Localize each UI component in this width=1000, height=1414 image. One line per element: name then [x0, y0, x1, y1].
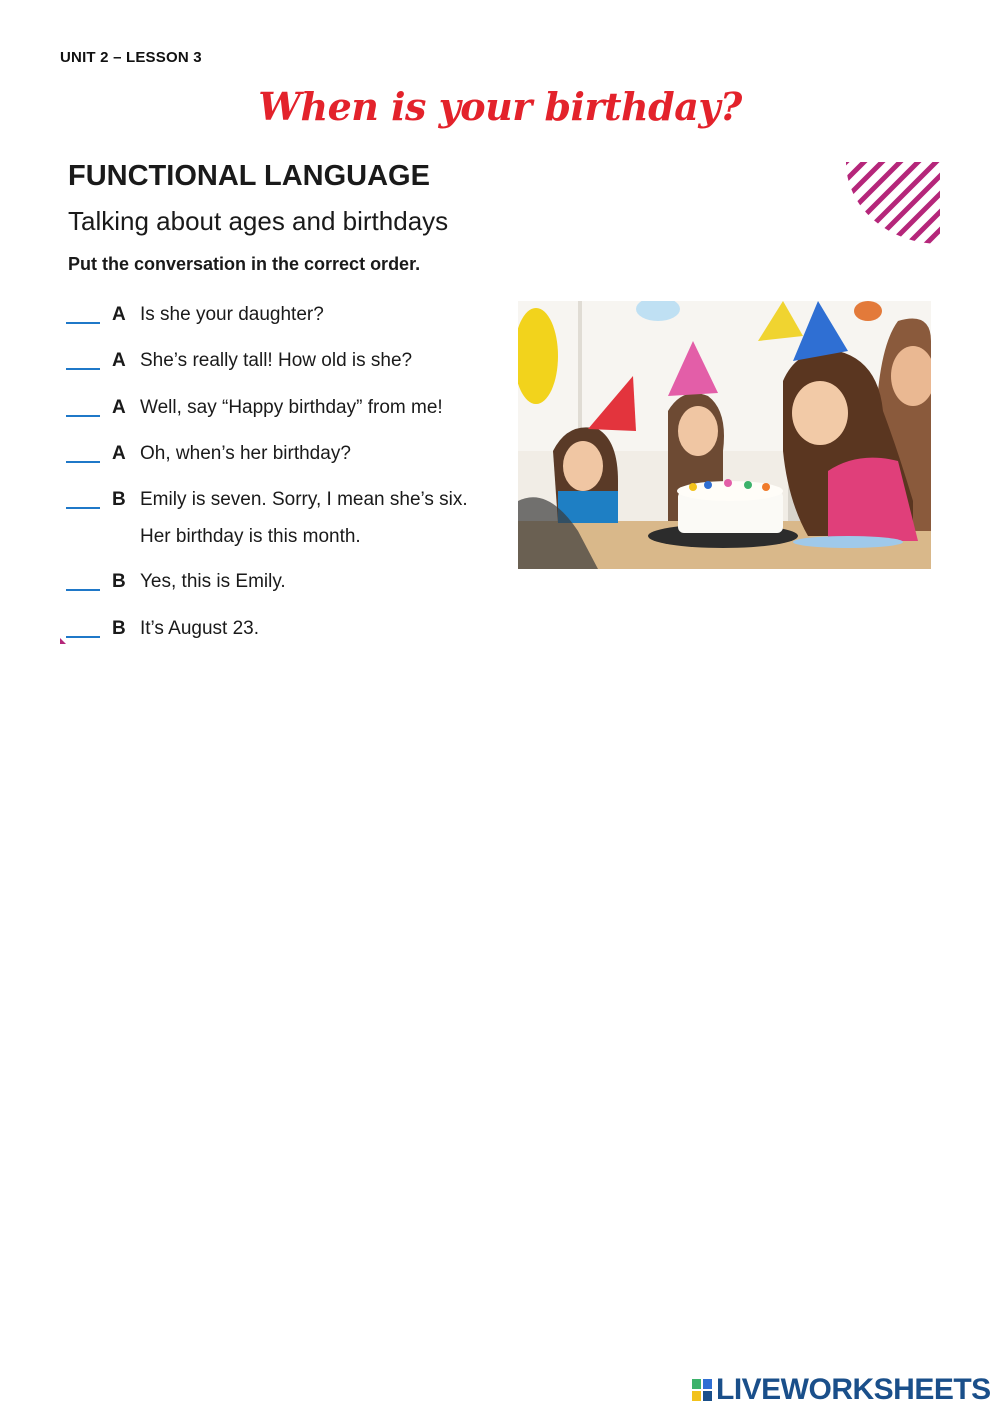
conversation-line — [66, 342, 412, 379]
line-text: Well, say “Happy birthday” from me! — [140, 397, 443, 418]
logo-text: LIVEWORKSHEETS — [716, 1373, 991, 1406]
section-subheading: Talking about ages and birthdays — [68, 206, 449, 236]
unit-lesson-label: UNIT 2 – LESSON 3 — [60, 49, 202, 66]
line-text-continued: Her birthday is this month. — [140, 526, 361, 547]
birthday-party-photo — [518, 301, 931, 569]
line-text: Is she your daughter? — [140, 304, 324, 325]
answer-blank[interactable] — [66, 401, 100, 417]
liveworksheets-logo[interactable] — [692, 1373, 991, 1407]
speaker-label: B — [112, 571, 126, 592]
decorative-stripes — [846, 162, 940, 244]
answer-blank[interactable] — [66, 354, 100, 370]
line-text: It’s August 23. — [140, 618, 260, 639]
conversation-line — [66, 296, 324, 333]
liveworksheets-logo-icon — [692, 1379, 712, 1401]
conversation-line — [66, 481, 468, 518]
speaker-label: A — [112, 397, 126, 418]
answer-blank[interactable] — [66, 575, 100, 591]
worksheet-title: When is your birthday? — [258, 84, 742, 129]
line-text: Emily is seven. Sorry, I mean she’s six. — [140, 489, 468, 510]
speaker-label: A — [112, 443, 126, 464]
answer-blank[interactable] — [66, 308, 100, 324]
conversation-line — [66, 610, 259, 647]
line-text: Oh, when’s her birthday? — [140, 443, 351, 464]
instruction-text: Put the conversation in the correct order. — [68, 254, 421, 274]
speaker-label: B — [112, 618, 126, 639]
answer-blank[interactable] — [66, 493, 100, 509]
decorative-corner-mark — [60, 638, 66, 644]
conversation-line — [66, 563, 286, 600]
speaker-label: A — [112, 350, 126, 371]
speaker-label: B — [112, 489, 126, 510]
line-text: Yes, this is Emily. — [140, 571, 286, 592]
section-heading: FUNCTIONAL LANGUAGE — [68, 160, 430, 192]
speaker-label: A — [112, 304, 126, 325]
conversation-line — [66, 435, 351, 472]
line-text: She’s really tall! How old is she? — [140, 350, 413, 371]
answer-blank[interactable] — [66, 447, 100, 463]
answer-blank[interactable] — [66, 622, 100, 638]
conversation-line-continued — [140, 518, 361, 555]
conversation-line — [66, 389, 443, 426]
